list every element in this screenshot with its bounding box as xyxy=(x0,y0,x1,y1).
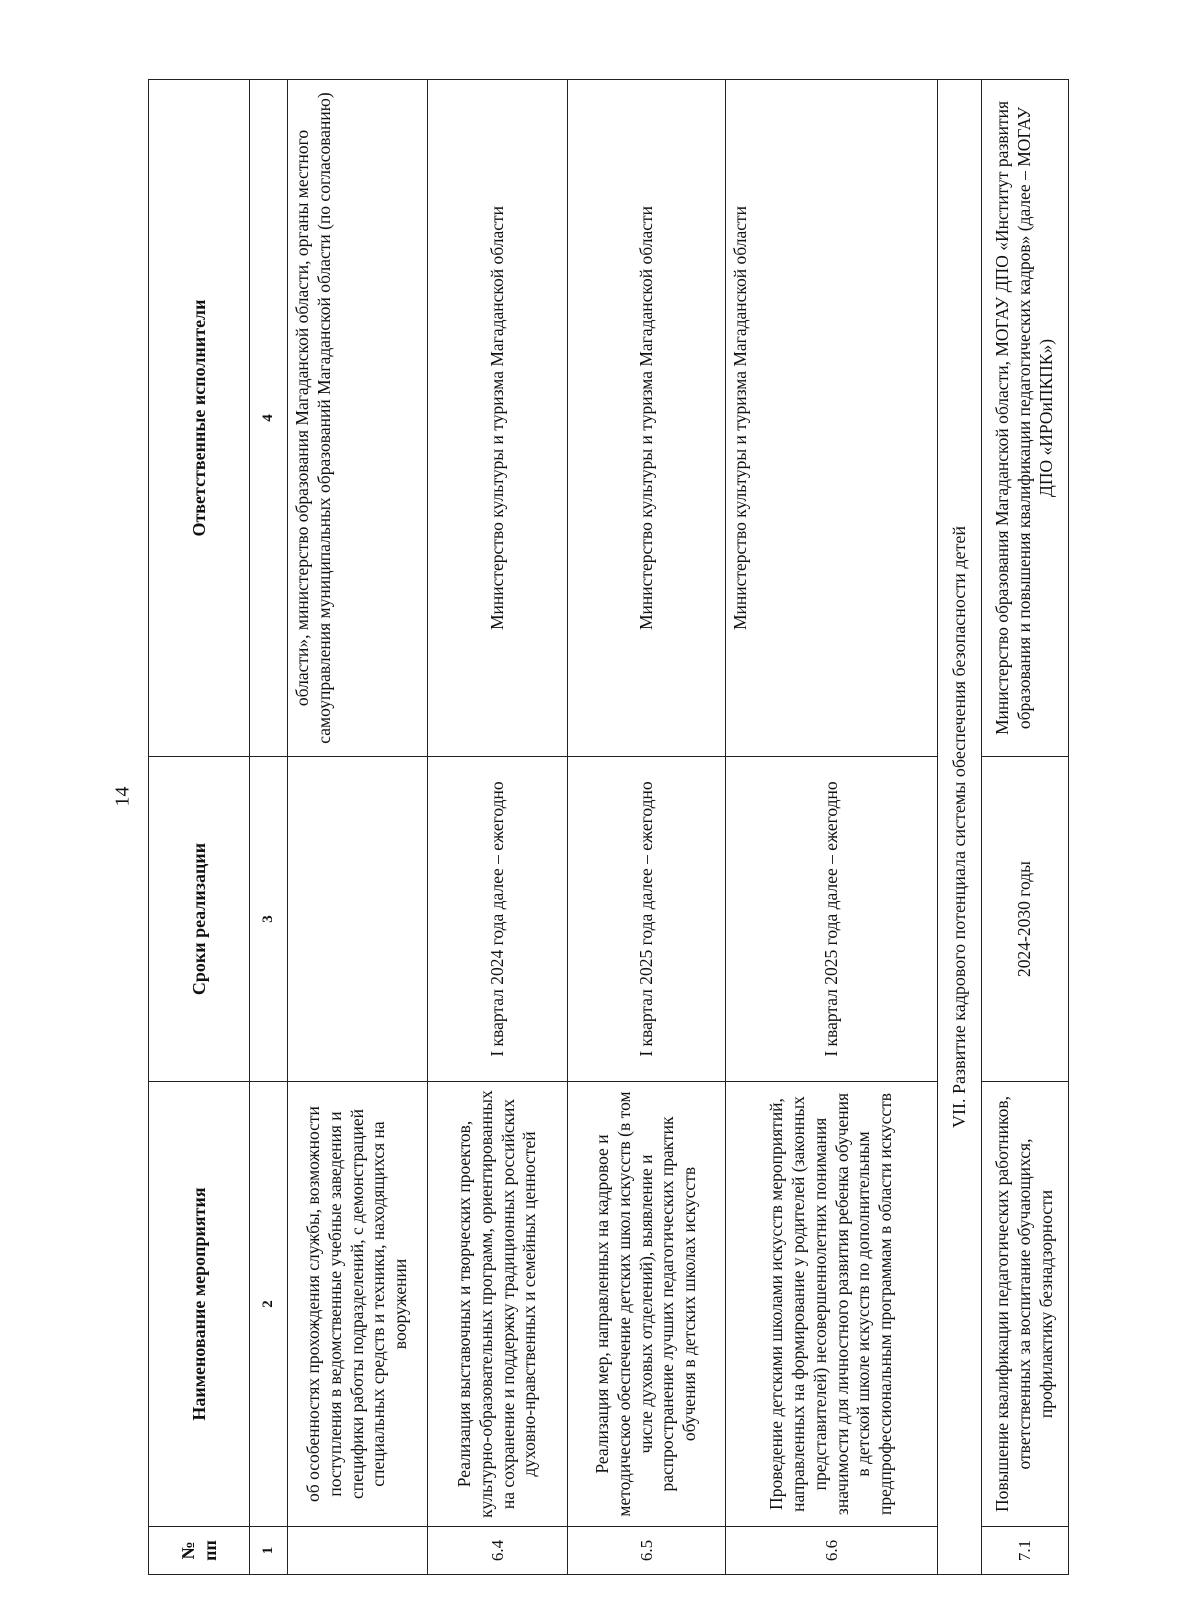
table-header-row xyxy=(149,80,250,1575)
activities-table xyxy=(148,79,1069,1575)
row-resp: Министерство культуры и туризма Магаданской области xyxy=(568,80,726,757)
column-index-row xyxy=(250,80,288,1575)
header-term: Сроки реализации xyxy=(149,757,250,1082)
rotated-page xyxy=(148,80,1068,1575)
page-number: 14 xyxy=(111,786,134,807)
row-resp: области», министерство образования Магаданской области, органы местного самоуправления муниципальных образований Магаданской области (по согласованию) xyxy=(288,80,428,757)
table-row xyxy=(726,80,938,1575)
table-row xyxy=(288,80,428,1575)
row-num: 6.4 xyxy=(428,1527,568,1575)
header-name: Наименование мероприятия xyxy=(149,1082,250,1527)
row-term xyxy=(288,757,428,1082)
row-resp: Министерство образования Магаданской области, МОГАУ ДПО «Институт развития образования и повышения квалификации педагогических кадров» (далее – МОГАУ ДПО «ИРОиПКПК») xyxy=(982,80,1069,757)
header-num: № пп xyxy=(149,1527,250,1575)
table-row xyxy=(428,80,568,1575)
table-row xyxy=(982,80,1069,1575)
row-num: 6.5 xyxy=(568,1527,726,1575)
row-resp: Министерство культуры и туризма Магаданской области xyxy=(428,80,568,757)
row-num: 6.6 xyxy=(726,1527,938,1575)
row-name: Проведение детскими школами искусств мероприятий, направленных на формирование у родителей (законных представителей) несовершеннолетних понимания значимости для личностного развития ребенка обучения в детской школе искусств по дополнительным предпрофессиональным программам в области искусств xyxy=(726,1082,938,1527)
index-cell: 3 xyxy=(250,757,288,1082)
index-cell: 1 xyxy=(250,1527,288,1575)
row-resp: Министерство культуры и туризма Магаданской области xyxy=(726,80,938,757)
row-num: 7.1 xyxy=(982,1527,1069,1575)
row-name: Реализация мер, направленных на кадровое и методическое обеспечение детских школ искусств (в том числе духовых отделений), выявление и распространение лучших педагогических практик обучения в детских школах искусств xyxy=(568,1082,726,1527)
row-term: 2024-2030 годы xyxy=(982,757,1069,1082)
row-num xyxy=(288,1527,428,1575)
row-term: I квартал 2024 года далее – ежегодно xyxy=(428,757,568,1082)
row-name: Повышение квалификации педагогических работников, ответственных за воспитание обучающихся, профилактику безнадзорности xyxy=(982,1082,1069,1527)
section-row xyxy=(938,80,982,1575)
row-term: I квартал 2025 года далее – ежегодно xyxy=(568,757,726,1082)
row-name: об особенностях прохождения службы, возможности поступления в ведомственные учебные заведения и специфики работы подразделений, с демонстрацией специальных средств и техники, находящихся на вооружении xyxy=(288,1082,428,1527)
row-name: Реализация выставочных и творческих проектов, культурно-образовательных программ, ориентированных на сохранение и поддержку традиционных российских духовно-нравственных и семейных ценностей xyxy=(428,1082,568,1527)
row-term: I квартал 2025 года далее – ежегодно xyxy=(726,757,938,1082)
table-row xyxy=(568,80,726,1575)
header-resp: Ответственные исполнители xyxy=(149,80,250,757)
section-title: VII. Развитие кадрового потенциала системы обеспечения безопасности детей xyxy=(938,80,982,1575)
index-cell: 2 xyxy=(250,1082,288,1527)
index-cell: 4 xyxy=(250,80,288,757)
